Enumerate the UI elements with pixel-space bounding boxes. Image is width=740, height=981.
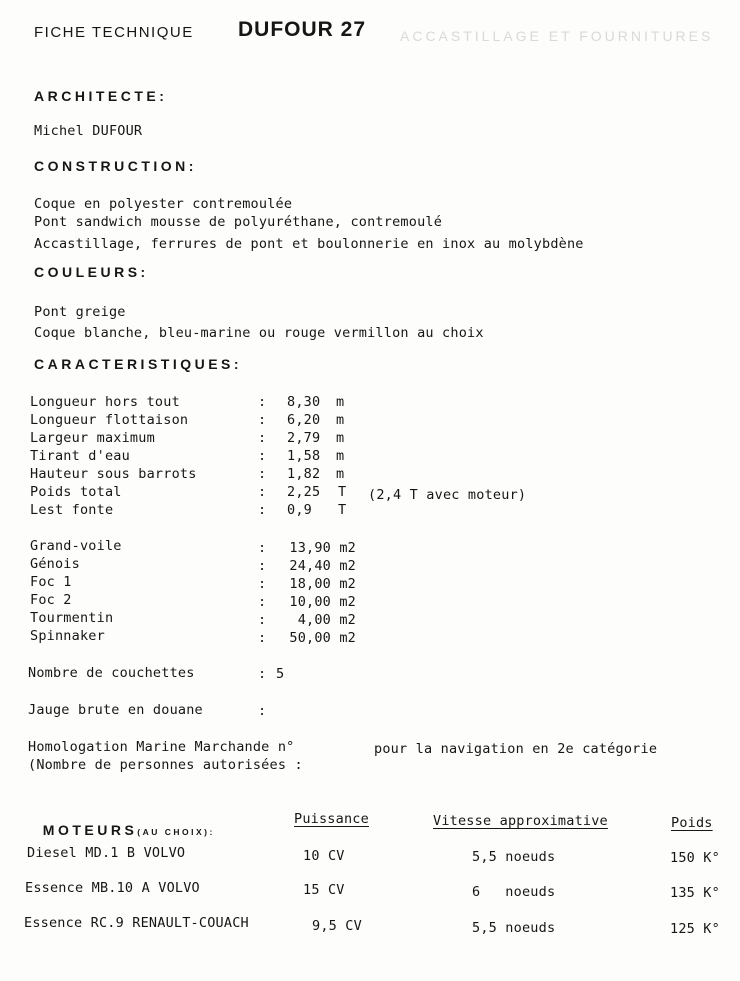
colon: : bbox=[258, 612, 267, 628]
dimension-value: 6,20 bbox=[287, 412, 321, 428]
dimension-label: Longueur flottaison bbox=[30, 412, 189, 428]
colon: : bbox=[258, 576, 267, 592]
construction-line: Pont sandwich mousse de polyuréthane, contremoulé bbox=[34, 214, 443, 230]
engine-speed: 5,5 noeuds bbox=[472, 920, 556, 936]
sheet-title-model: DUFOUR 27 bbox=[238, 18, 367, 41]
dimension-unit: T bbox=[338, 484, 347, 500]
homologation-persons: (Nombre de personnes autorisées : bbox=[28, 757, 303, 773]
dimension-unit: m bbox=[336, 412, 345, 428]
dimension-value: 0,9 bbox=[287, 502, 312, 518]
sail-value: 10,00 m2 bbox=[289, 594, 356, 610]
sail-label: Foc 1 bbox=[30, 574, 72, 590]
section-heading-couleurs: COULEURS: bbox=[34, 264, 149, 280]
colon: : bbox=[258, 666, 267, 682]
dimension-unit: T bbox=[338, 502, 347, 518]
colon: : bbox=[258, 540, 267, 556]
column-header-poids: Poids bbox=[671, 815, 713, 831]
section-heading-moteurs bbox=[28, 806, 215, 838]
sheet-title-prefix: FICHE TECHNIQUE bbox=[34, 24, 194, 41]
berths-value: 5 bbox=[276, 666, 285, 682]
moteurs-subheading: (AU CHOIX): bbox=[137, 827, 215, 837]
dimension-unit: m bbox=[336, 430, 345, 446]
dimension-value: 8,30 bbox=[287, 394, 321, 410]
engine-weight: 150 K° bbox=[670, 850, 720, 866]
colon: : bbox=[258, 448, 267, 464]
engine-speed: 5,5 noeuds bbox=[472, 849, 556, 865]
couleurs-line: Coque blanche, bleu-marine ou rouge vermillon au choix bbox=[34, 325, 484, 341]
dimension-label: Tirant d'eau bbox=[30, 448, 130, 464]
dimension-value: 1,82 bbox=[287, 466, 321, 482]
colon: : bbox=[258, 412, 267, 428]
sail-label: Spinnaker bbox=[30, 628, 105, 644]
colon: : bbox=[258, 466, 267, 482]
engine-power: 15 CV bbox=[303, 882, 345, 898]
sail-label: Tourmentin bbox=[30, 610, 114, 626]
colon: : bbox=[258, 430, 267, 446]
column-header-puissance: Puissance bbox=[294, 811, 369, 827]
dimension-unit: m bbox=[336, 448, 345, 464]
colon: : bbox=[258, 484, 267, 500]
section-heading-caracteristiques: CARACTERISTIQUES: bbox=[34, 356, 243, 372]
architect-name: Michel DUFOUR bbox=[34, 123, 143, 139]
dimension-unit: m bbox=[336, 466, 345, 482]
section-heading-architecte: ARCHITECTE: bbox=[34, 88, 168, 104]
dimension-label: Hauteur sous barrots bbox=[30, 466, 197, 482]
berths-label: Nombre de couchettes bbox=[28, 665, 195, 681]
sail-label: Génois bbox=[30, 556, 80, 572]
colon: : bbox=[258, 630, 267, 646]
customs-gauge-label: Jauge brute en douane bbox=[28, 702, 203, 718]
homologation-line: Homologation Marine Marchande n° bbox=[28, 739, 295, 755]
sail-value: 18,00 m2 bbox=[289, 576, 356, 592]
colon: : bbox=[258, 703, 267, 719]
sail-value: 24,40 m2 bbox=[289, 558, 356, 574]
colon: : bbox=[258, 558, 267, 574]
colon: : bbox=[258, 394, 267, 410]
sail-label: Grand-voile bbox=[30, 538, 122, 554]
engine-name: Essence MB.10 A VOLVO bbox=[25, 880, 200, 896]
moteurs-heading: MOTEURS bbox=[42, 822, 138, 838]
engine-weight: 125 K° bbox=[670, 921, 720, 937]
engine-name: Diesel MD.1 B VOLVO bbox=[27, 845, 186, 861]
construction-line: Coque en polyester contremoulée bbox=[34, 196, 293, 212]
engine-weight: 135 K° bbox=[670, 885, 720, 901]
engine-power: 10 CV bbox=[303, 848, 345, 864]
dimension-value: 2,25 bbox=[287, 484, 321, 500]
homologation-category: pour la navigation en 2e catégorie bbox=[374, 741, 658, 757]
couleurs-line: Pont greige bbox=[34, 304, 126, 320]
engine-power: 9,5 CV bbox=[312, 918, 362, 934]
sail-value: 4,00 m2 bbox=[297, 612, 356, 628]
dimension-value: 2,79 bbox=[287, 430, 321, 446]
column-header-vitesse: Vitesse approximative bbox=[433, 813, 608, 829]
sail-label: Foc 2 bbox=[30, 592, 72, 608]
dimension-label: Largeur maximum bbox=[30, 430, 155, 446]
dimension-label: Lest fonte bbox=[30, 502, 114, 518]
engine-speed: 6 noeuds bbox=[472, 884, 556, 900]
dimension-value: 1,58 bbox=[287, 448, 321, 464]
sail-value: 13,90 m2 bbox=[289, 540, 356, 556]
sail-value: 50,00 m2 bbox=[289, 630, 356, 646]
engine-name: Essence RC.9 RENAULT-COUACH bbox=[24, 915, 249, 931]
bleed-through-text: ACCASTILLAGE ET FOURNITURES bbox=[400, 28, 714, 44]
colon: : bbox=[258, 502, 267, 518]
construction-line: Accastillage, ferrures de pont et boulonnerie en inox au molybdène bbox=[34, 236, 584, 252]
dimension-label: Poids total bbox=[30, 484, 122, 500]
section-heading-construction: CONSTRUCTION: bbox=[34, 158, 197, 174]
dimension-unit: m bbox=[336, 394, 345, 410]
dimension-label: Longueur hors tout bbox=[30, 394, 180, 410]
dimension-note: (2,4 T avec moteur) bbox=[368, 487, 527, 503]
colon: : bbox=[258, 594, 267, 610]
